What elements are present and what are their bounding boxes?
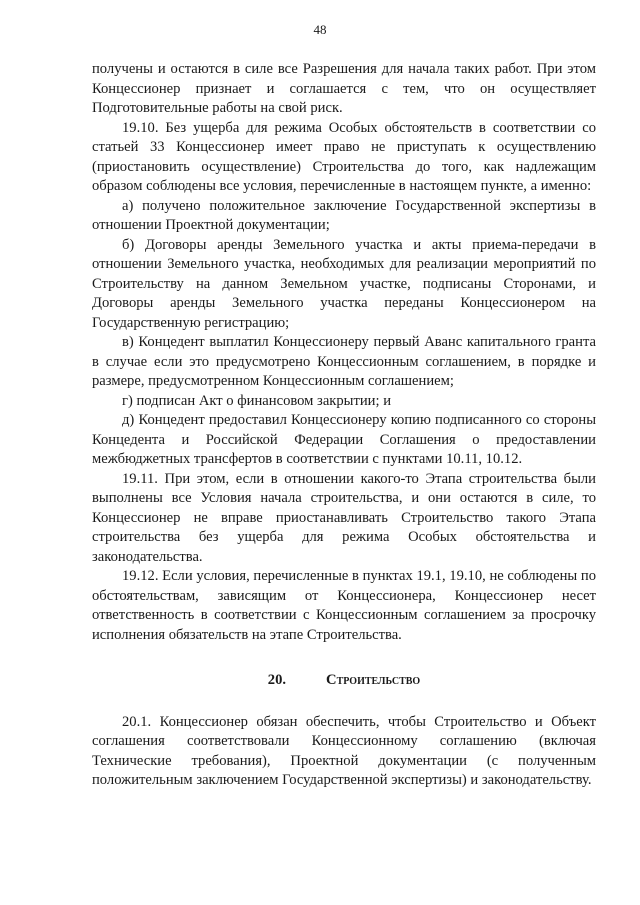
document-body (92, 60, 596, 791)
paragraph: 19.10. Без ущерба для режима Особых обстоятельств в соответствии со статьей 33 Концессионер имеет право не приступать к осуществлению (приостановить осуществление) Строительства до того, как надлежащим образом соблюдены все условия, перечисленные в настоящем пункте, а именно: (92, 119, 596, 194)
paragraph: получены и остаются в силе все Разрешения для начала таких работ. При этом Концессионер признает и соглашается с тем, что он осуществляет Подготовительные работы на свой риск. (92, 61, 596, 116)
paragraph: 19.12. Если условия, перечисленные в пунктах 19.1, 19.10, не соблюдены по обстоятельствам, зависящим от Концессионера, Концессионер несет ответственность в соответствии с Концессионным соглашением за просрочку исполнения обязательств на этапе Строительства. (92, 568, 596, 643)
section-heading (92, 671, 596, 691)
list-item: б) Договоры аренды Земельного участка и акты приема-передачи в отношении Земельного участка, необходимых для реализации мероприятий по Строительству на данном Земельном участке, подписаны Сторонами, и Договоры аренды Земельного участка переданы Концессионером на Государственную регистрацию; (92, 236, 596, 331)
section-title: Строительство (326, 672, 421, 688)
list-item: г) подписан Акт о финансовом закрытии; и (122, 392, 392, 409)
section-number: 20. (267, 672, 287, 688)
list-item: в) Концедент выплатил Концессионеру первый Аванс капитального гранта в случае если это предусмотрено Концессионным соглашением, в порядке и размере, предусмотренном Концессионным соглашением; (92, 334, 596, 389)
page-number: 48 (313, 22, 327, 37)
list-item: д) Концедент предоставил Концессионеру копию подписанного со стороны Концедента и Российской Федерации Соглашения о предоставлении межбюджетных трансфертов в соответствии с пунктами 10.11, 10.12. (92, 412, 596, 467)
list-item: а) получено положительное заключение Государственной экспертизы в отношении Проектной документации; (92, 197, 596, 233)
paragraph: 19.11. При этом, если в отношении какого-то Этапа строительства были выполнены все Условия начала строительства, и они остаются в силе, то Концессионер не вправе приостанавливать Строительство такого Этапа строительства без ущерба для режима Особых обстоятельства и законодательства. (92, 470, 596, 565)
paragraph: 20.1. Концессионер обязан обеспечить, чтобы Строительство и Объект соглашения соответствовали Концессионному соглашению (включая Технические требования), Проектной документации (с полученным положительным заключением Государственной экспертизы) и законодательству. (92, 713, 596, 788)
